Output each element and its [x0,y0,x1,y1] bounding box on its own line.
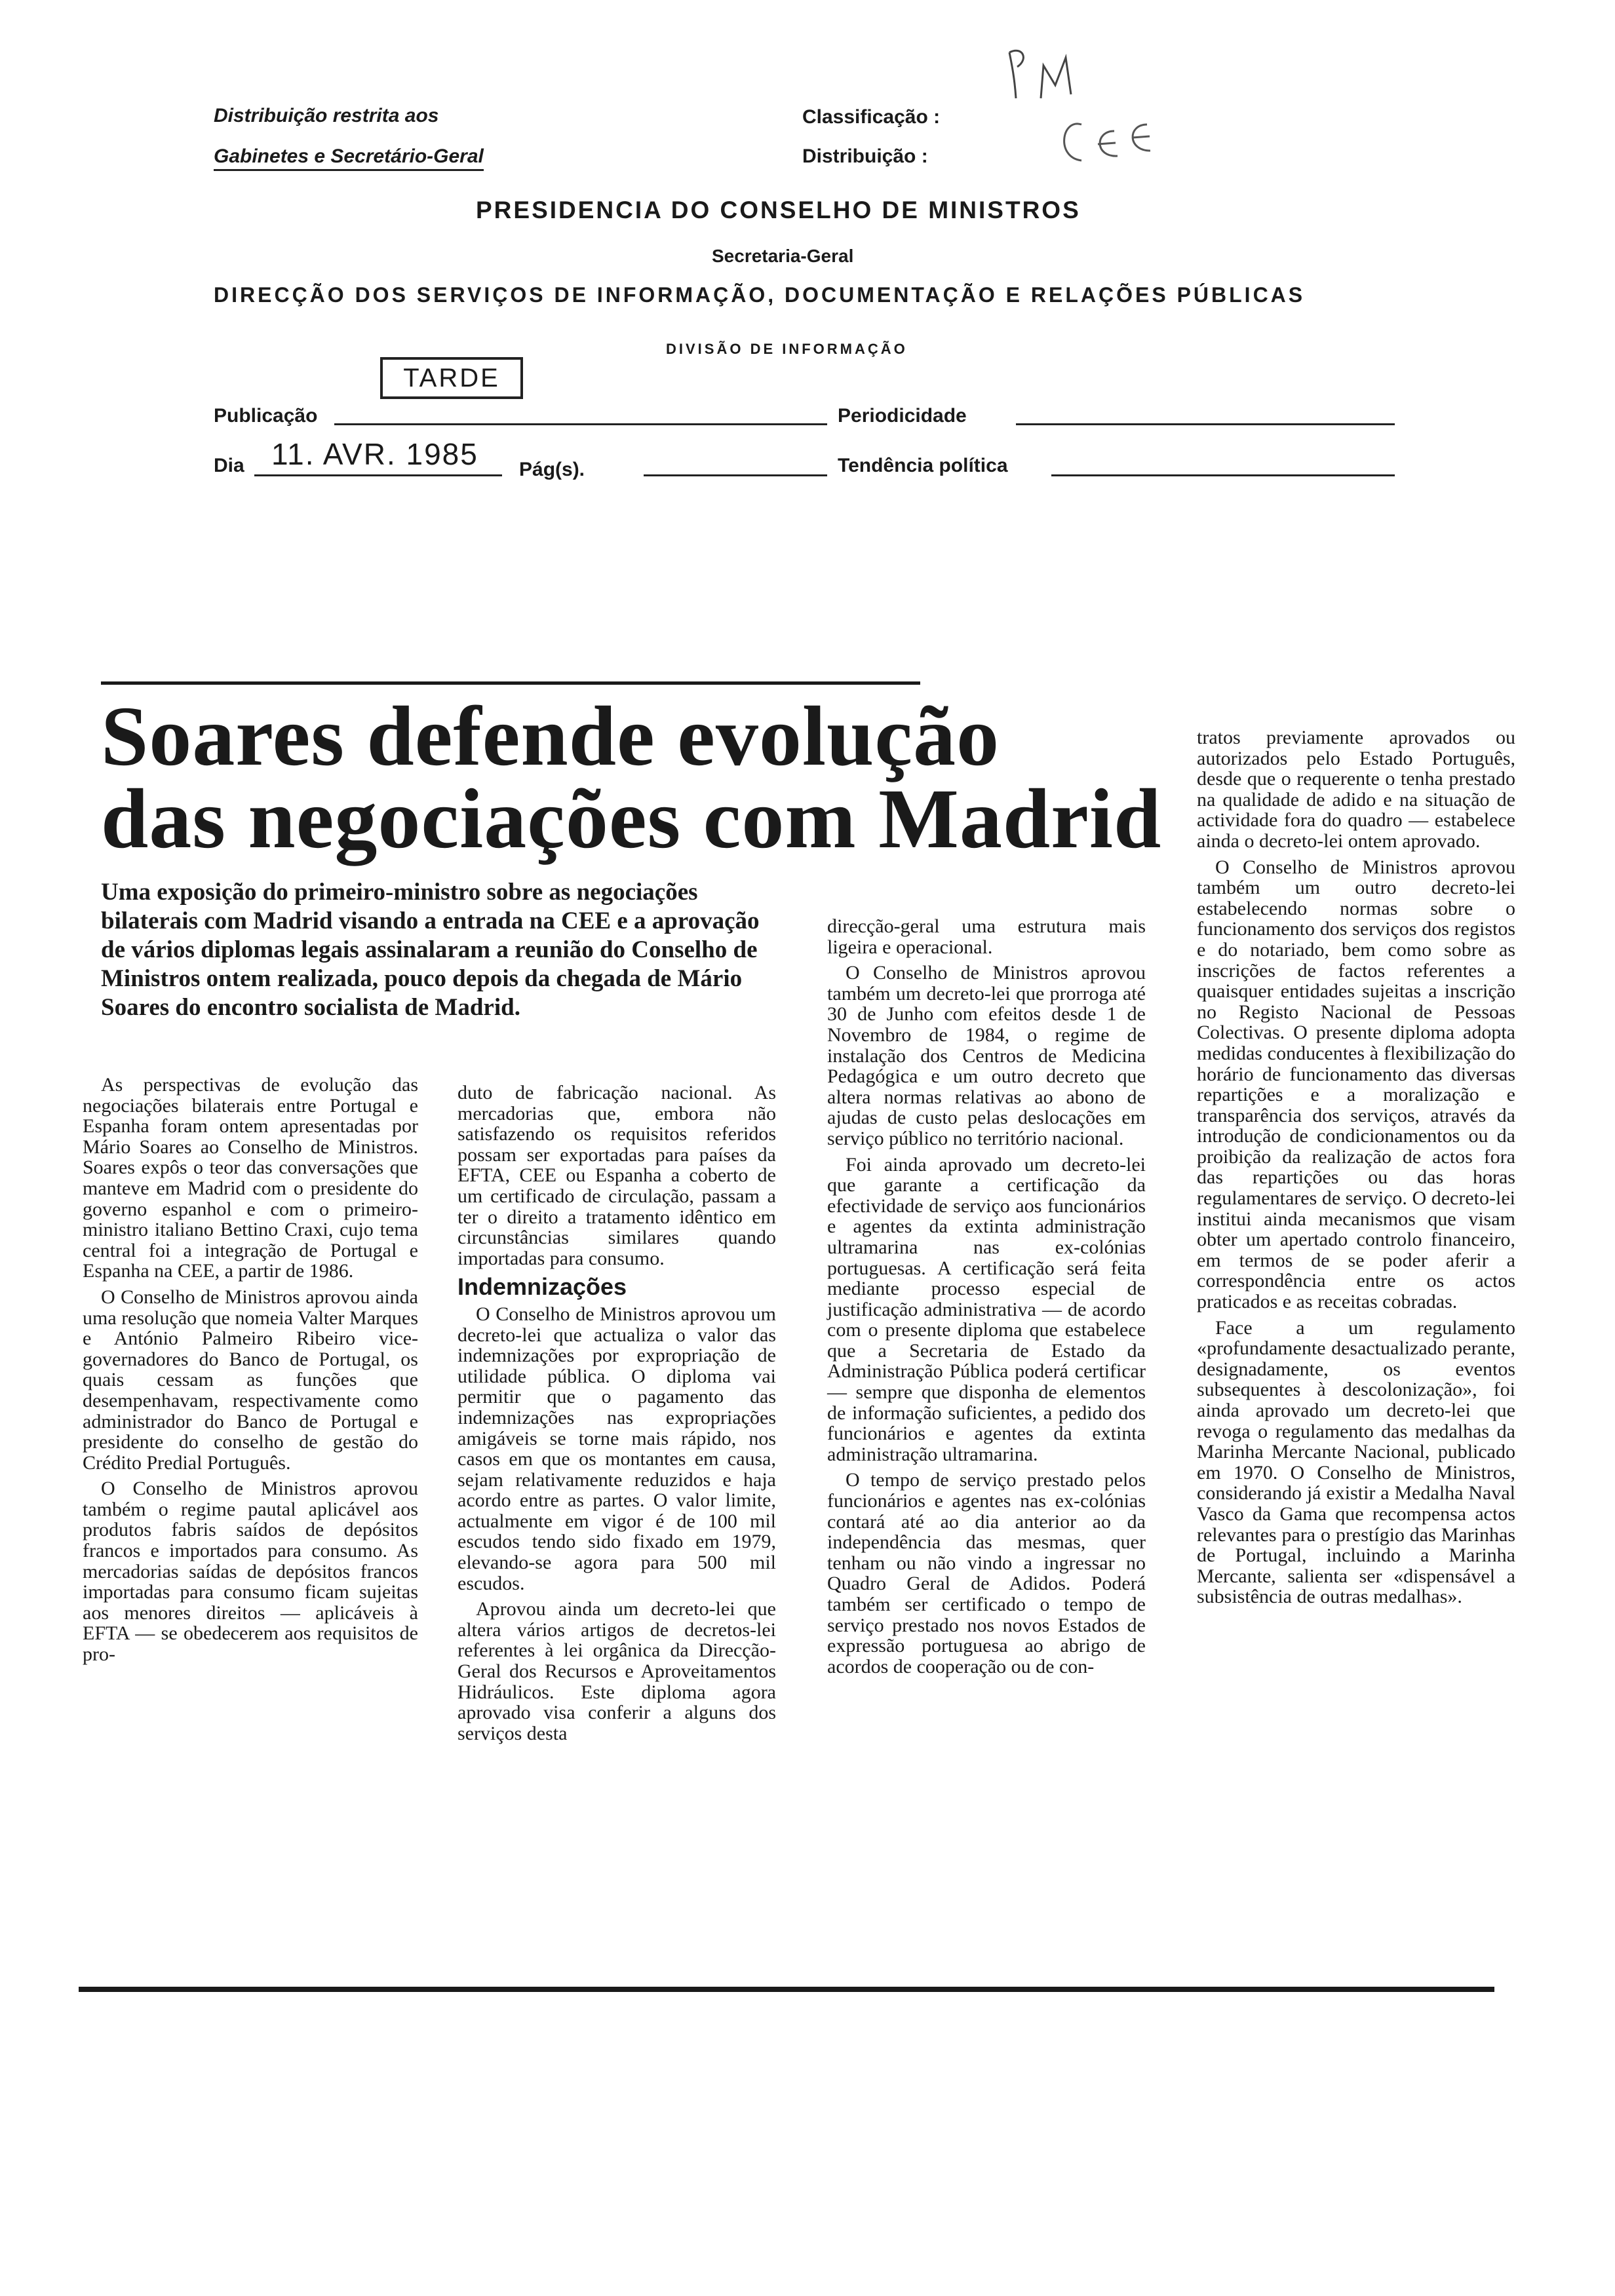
pages-label: Pág(s). [519,459,585,480]
publication-field [334,422,827,425]
classification-label: Classificação : [802,106,941,128]
distribution-line-1: Distribuição restrita aos [214,105,439,126]
paragraph: O Conselho de Ministros aprovou um decreto-lei que actualiza o valor das indemnizações por expropriação de utilidade pública. O diploma vai permitir que o pagamento das indemnizações nas expropriações amigáveis se torne mais rápido, nos casos em que os montantes em causa, sejam relativamente reduzidos e haja acordo entre as partes. O valor limite, actualmente em vigor é de 100 mil escudos tendo sido fixado em 1979, elevando-se agora para 500 mil escudos. [457,1303,776,1594]
handwritten-note [1003,26,1173,190]
paragraph: Aprovou ainda um decreto-lei que altera vários artigos de decretos-lei referentes à lei orgânica da Direcção-Geral dos Recursos e Aproveitamentos Hidráulicos. Este diploma agora aprovado visa conferir a alguns dos serviços desta [457,1598,776,1744]
article-column-3 [827,916,1146,1682]
paragraph: O Conselho de Ministros aprovou também o regime pautal aplicável aos produtos fabris saídos de depósitos francos e importados para consumo. As mercadorias saídas de depósitos francos importadas para consumo ficam sujeitas aos menores direitos — aplicáveis à EFTA — se obedecerem aos requisitos de pro- [83,1478,418,1666]
paragraph: O Conselho de Ministros aprovou ainda uma resolução que nomeia Valter Marques e António Palmeiro Ribeiro vice-governadores do Banco de Portugal, os quais cessam as funções que desempenhavam, respectivamente como administrador do Banco de Portugal e presidente do conselho de gestão do Crédito Predial Português. [83,1286,418,1474]
periodicity-field [1016,422,1395,425]
bottom-rule [79,1987,1494,1992]
day-field [254,473,502,476]
division: DIVISÃO DE INFORMAÇÃO [666,341,908,357]
paragraph: O Conselho de Ministros aprovou também um decreto-lei que prorroga até 30 de Junho com efeitos desde 1 de Novembro de 1984, o regime de instalação dos Centros de Medicina Pedagógica e um outro decreto que altera normas relativas ao abono de ajudas de custo pelas deslocações em serviço público no território nacional. [827,962,1146,1149]
paragraph: As perspectivas de evolução das negociações bilaterais entre Portugal e Espanha foram ontem apresentadas por Mário Soares ao Conselho de Ministros. Soares expôs o teor das conversações que manteve em Madrid com o presidente do governo espanhol e com o primeiro-ministro italiano Bettino Craxi, cujo tema central foi a integração de Portugal e Espanha na CEE, a partir de 1986. [83,1074,418,1282]
article-column-1 [83,1075,418,1670]
day-label: Dia [214,455,244,476]
headline-line-2: das negociações com Madrid [101,772,1162,866]
paragraph: O tempo de serviço prestado pelos funcionários e agentes nas ex-colónias contará até ao dia anterior ao da independência das mesmas, quer tenham ou não vindo a ingressar no Quadro Geral de Adidos. Poderá também ser certificado o tempo de serviço prestado nos novos Estados de expressão portuguesa ao abrigo de acordos de cooperação ou de con- [827,1469,1146,1677]
political-label: Tendência política [838,455,1008,476]
paragraph: tratos previamente aprovados ou autorizados pelo Estado Português, desde que o requerente o tenha prestado na qualidade de adido e na situação de actividade fora do quadro — estabelece ainda o decreto-lei ontem aprovado. [1197,727,1515,852]
section-subhead: Indemnizações [457,1273,627,1301]
department: DIRECÇÃO DOS SERVIÇOS DE INFORMAÇÃO, DOCUMENTAÇÃO E RELAÇÕES PÚBLICAS [214,283,1306,307]
top-rule [101,681,920,685]
paragraph: Foi ainda aprovado um decreto-lei que garante a certificação da efectividade de serviço aos funcionários e agentes da extinta administração ultramarina nas ex-colónias portuguesas. A certificação será feita mediante processo especial de justificação administrativa — de acordo com o presente diploma que estabelece que a Secretaria de Estado da Administração Pública poderá certificar — sempre que disponha de elementos de informação suficientes, a pedido dos funcionários e agentes da extinta administração ultramarina. [827,1153,1146,1465]
pages-field [644,473,827,476]
org-title: PRESIDENCIA DO CONSELHO DE MINISTROS [476,197,1081,223]
svg-text:PM CEE: PM CEE [1003,26,1005,27]
article-column-4 [1197,727,1515,1613]
org-subtitle: Secretaria-Geral [712,246,854,266]
publication-stamp: TARDE [380,357,523,399]
date-stamp: 11. AVR. 1985 [271,437,478,471]
distribution-label: Distribuição : [802,145,928,167]
article-column-2 [457,1082,776,1749]
political-field [1051,473,1395,476]
article-lead: Uma exposição do primeiro-ministro sobre as negociações bilaterais com Madrid visando a entrada na CEE e a aprovação de vários diplomas legais assinalaram a reunião do Conselho de Ministros ontem realizada, pouco depois da chegada de Mário Soares do encontro socialista de Madrid. [101,879,760,1021]
periodicity-label: Periodicidade [838,405,967,427]
paragraph: Face a um regulamento «profundamente desactualizado perante, designadamente, os eventos subsequentes à descolonização», foi ainda aprovado um decreto-lei que revoga o regulamento das medalhas da Marinha Mercante Nacional, publicado em 1970. O Conselho de Ministros, considerando já existir a Medalha Naval Vasco da Gama que recompensa actos relevantes para o prestígio das Marinhas de Portugal, incluindo a Marinha Mercante, salienta ser «dispensável a subsistência de outras medalhas». [1197,1316,1515,1608]
paragraph: O Conselho de Ministros aprovou também um outro decreto-lei estabelecendo normas sobre o funcionamento dos serviços dos registos e do notariado, bem como sobre as inscrições de factos referentes a quaisquer entidades sujeitas a inscrição no Registo Nacional de Pessoas Colectivas. O presente diploma adopta medidas conducentes à flexibilização do horário de funcionamento das diversas repartições e a moralização e transparência dos serviços, através da introdução de condicionamentos ou da proibição da realização de actos fora das repartições ou das horas regulamentares de serviço. O decreto-lei institui ainda mecanismos que visam obter um apertado controlo financeiro, em termos de se poder aferir a correspondência entre os actos praticados e as receitas cobradas. [1197,856,1515,1313]
distribution-line-2: Gabinetes e Secretário-Geral [214,145,484,171]
paragraph: direcção-geral uma estrutura mais ligeira e operacional. [827,915,1146,958]
paragraph: duto de fabricação nacional. As mercadorias que, embora não satisfazendo os requisitos referidos possam ser exportadas para países da EFTA, CEE ou Espanha a coberto de um certificado de circulação, passam a ter o direito a tratamento idêntico em circunstâncias similares quando importadas para consumo. [457,1082,776,1269]
publication-label: Publicação [214,405,318,427]
headline-line-1: Soares defende evolução [101,689,1000,784]
